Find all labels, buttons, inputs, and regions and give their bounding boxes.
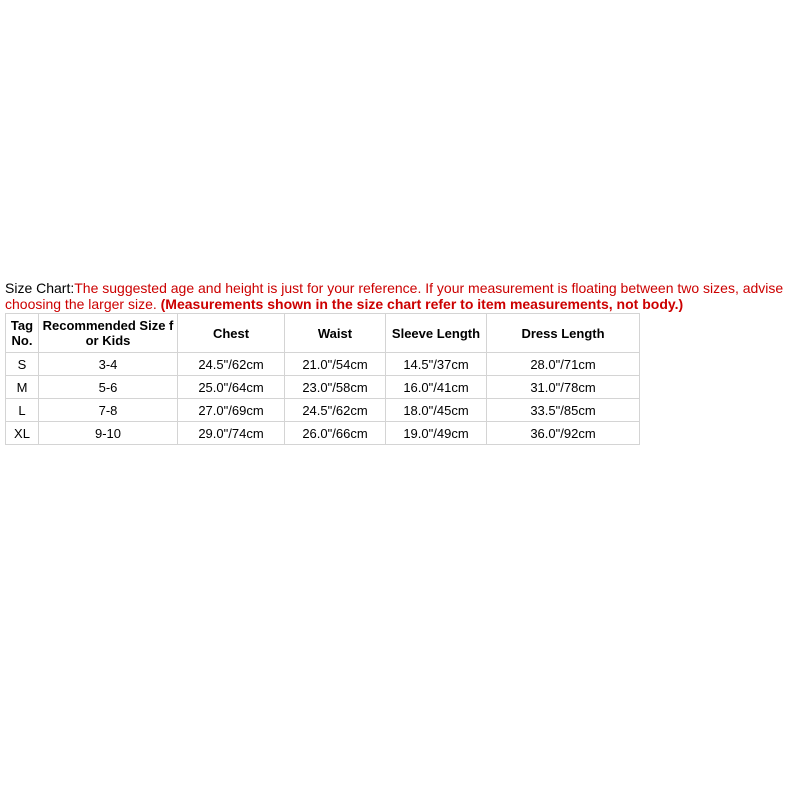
cell-sleeve-length: 14.5"/37cm bbox=[386, 353, 487, 376]
cell-waist: 21.0"/54cm bbox=[285, 353, 386, 376]
cell-tag: L bbox=[6, 399, 39, 422]
cell-dress-length: 36.0"/92cm bbox=[487, 422, 640, 445]
cell-chest: 27.0"/69cm bbox=[178, 399, 285, 422]
cell-chest: 29.0"/74cm bbox=[178, 422, 285, 445]
cell-tag: XL bbox=[6, 422, 39, 445]
cell-sleeve-length: 19.0"/49cm bbox=[386, 422, 487, 445]
cell-recommended-size: 9-10 bbox=[39, 422, 178, 445]
header-waist: Waist bbox=[285, 314, 386, 353]
header-chest: Chest bbox=[178, 314, 285, 353]
cell-tag: M bbox=[6, 376, 39, 399]
header-sleeve-length: Sleeve Length bbox=[386, 314, 487, 353]
cell-chest: 25.0"/64cm bbox=[178, 376, 285, 399]
size-advice-note: The suggested age and height is just for your reference. If your measurement is floating between two sizes, advise choosing the larger size. bbox=[5, 280, 784, 312]
cell-recommended-size: 3-4 bbox=[39, 353, 178, 376]
table-row bbox=[6, 376, 640, 399]
cell-recommended-size: 7-8 bbox=[39, 399, 178, 422]
cell-sleeve-length: 16.0"/41cm bbox=[386, 376, 487, 399]
cell-waist: 23.0"/58cm bbox=[285, 376, 386, 399]
measurement-disclaimer: (Measurements shown in the size chart refer to item measurements, not body.) bbox=[160, 296, 684, 312]
cell-dress-length: 33.5"/85cm bbox=[487, 399, 640, 422]
size-chart-intro bbox=[5, 280, 797, 312]
table-row bbox=[6, 422, 640, 445]
cell-waist: 26.0"/66cm bbox=[285, 422, 386, 445]
cell-recommended-size: 5-6 bbox=[39, 376, 178, 399]
table-header-row bbox=[6, 314, 640, 353]
size-table bbox=[5, 313, 640, 445]
table-row bbox=[6, 399, 640, 422]
header-dress-length: Dress Length bbox=[487, 314, 640, 353]
cell-sleeve-length: 18.0"/45cm bbox=[386, 399, 487, 422]
cell-dress-length: 31.0"/78cm bbox=[487, 376, 640, 399]
size-chart-label: Size Chart: bbox=[5, 280, 75, 296]
cell-waist: 24.5"/62cm bbox=[285, 399, 386, 422]
cell-dress-length: 28.0"/71cm bbox=[487, 353, 640, 376]
header-tag-no: Tag No. bbox=[6, 314, 39, 353]
size-chart-document bbox=[5, 280, 797, 445]
cell-chest: 24.5"/62cm bbox=[178, 353, 285, 376]
table-row bbox=[6, 353, 640, 376]
header-recommended-size: Recommended Size f or Kids bbox=[39, 314, 178, 353]
cell-tag: S bbox=[6, 353, 39, 376]
